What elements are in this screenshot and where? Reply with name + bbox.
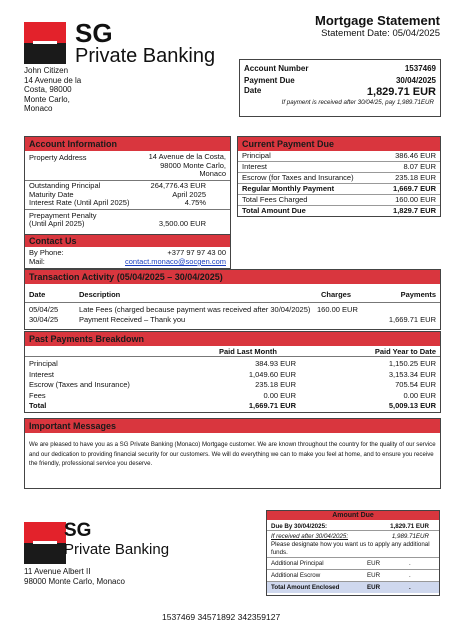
sg-logo-mark-footer	[24, 522, 66, 564]
past-payment-ytd: 1,150.25 EUR	[388, 359, 436, 368]
email-link[interactable]: contact.monaco@socgen.com	[125, 257, 226, 266]
bank-address: 11 Avenue Albert II 98000 Monte Carlo, Monaco	[24, 567, 125, 586]
additional-principal-currency: EUR	[367, 560, 381, 567]
transaction-row	[25, 315, 440, 325]
current-payment-row	[238, 162, 440, 173]
sg-logo-text: SG	[75, 18, 113, 48]
statement-date: Statement Date: 05/04/2025	[321, 28, 440, 39]
coupon-after-value: 1,989.71EUR	[391, 533, 429, 540]
past-payment-ytd: 5,009.13 EUR	[388, 401, 436, 410]
past-payments-heading: Past Payments Breakdown	[25, 332, 440, 346]
current-payment-label: Escrow (for Taxes and Insurance)	[242, 173, 354, 182]
past-payments-rows	[25, 357, 440, 412]
current-payment-row	[238, 151, 440, 162]
current-payment-value: 386.46 EUR	[395, 151, 436, 160]
transaction-row	[25, 305, 440, 315]
past-payment-row	[25, 359, 440, 370]
additional-escrow-input[interactable]: .	[409, 572, 411, 579]
payment-due-date: 30/04/2025	[395, 76, 436, 85]
payment-coupon	[266, 510, 440, 596]
past-payment-ytd: 3,153.34 EUR	[388, 369, 436, 379]
past-payment-ytd: 0.00 EUR	[403, 390, 436, 400]
coupon-designate: Please designate how you want us to apply any additional funds.	[267, 540, 439, 558]
additional-principal-input[interactable]: .	[409, 560, 411, 567]
col-payments: Payments	[400, 290, 436, 299]
current-payment-value: 235.18 EUR	[395, 173, 436, 182]
statement-title: Mortgage Statement	[315, 13, 440, 28]
summary-box	[239, 59, 441, 117]
transaction-description: Payment Received – Thank you	[79, 315, 186, 324]
additional-escrow-label: Additional Escrow	[271, 572, 321, 579]
current-payment-label: Total Amount Due	[242, 206, 306, 215]
amount-due: 1,829.71 EUR	[366, 86, 436, 98]
current-payment-label: Interest	[242, 162, 268, 171]
sg-logo-mark	[24, 22, 66, 64]
past-payment-row	[25, 380, 440, 391]
coupon-after-label: If received after 30/04/2025:	[271, 533, 349, 540]
transaction-payments: 1,669.71 EUR	[388, 315, 436, 324]
messages-box	[24, 418, 441, 489]
current-payment-box	[237, 136, 441, 217]
messages-heading: Important Messages	[25, 419, 440, 433]
total-enclosed-label: Total Amount Enclosed	[271, 584, 340, 591]
past-payment-row	[25, 370, 440, 381]
current-payment-label: Principal	[242, 151, 271, 160]
past-payment-row	[25, 391, 440, 402]
col-charges: Charges	[321, 290, 352, 299]
phone-number[interactable]: +377 97 97 43 00	[167, 248, 226, 257]
transaction-charges: 160.00 EUR	[317, 305, 358, 314]
transaction-date: 30/04/25	[29, 315, 59, 324]
current-payment-label: Total Fees Charged	[242, 195, 308, 204]
rate-value: 4.75%	[184, 198, 206, 207]
contact-box	[24, 234, 231, 269]
account-number: 1537469	[404, 64, 436, 73]
penalty-label: Prepayment Penalty	[29, 210, 97, 220]
account-info-box: Account Information Property Address 14 Avenue de la Costa, 98000 Monte Carlo, Monaco Outstanding Principal 264,776.43 EUR Maturity Date April 2025 Interest Rate (Until April 2025) 4.75% Prepayment Penalty (Until April 2025) 3,500.00 EUR	[24, 136, 231, 235]
past-payment-label: Interest	[29, 369, 55, 379]
transaction-rows	[25, 303, 440, 325]
current-payment-value: 1,669.7 EUR	[393, 184, 436, 193]
current-payment-row	[238, 173, 440, 184]
coupon-due-label: Due By 30/04/2025:	[271, 523, 328, 530]
total-enclosed-row	[267, 582, 439, 593]
col-paid-ytd: Paid Year to Date	[374, 347, 436, 356]
rate-label: Interest Rate (Until April 2025)	[29, 198, 130, 207]
current-payment-row	[238, 206, 440, 216]
current-payment-label: Regular Monthly Payment	[242, 184, 335, 193]
current-payment-value: 160.00 EUR	[395, 195, 436, 204]
penalty-value: 3,500.00 EUR	[158, 219, 206, 228]
property-label: Property Address	[29, 153, 87, 162]
transaction-date: 05/04/25	[29, 305, 59, 314]
past-payments-box	[24, 331, 441, 413]
past-payment-last-month: 0.00 EUR	[263, 390, 296, 400]
private-banking-text: Private Banking	[75, 45, 216, 67]
property-address: 14 Avenue de la Costa, 98000 Monte Carlo, Monaco	[148, 152, 226, 178]
col-description: Description	[79, 290, 121, 299]
current-payment-rows	[238, 151, 440, 216]
past-payment-last-month: 1,669.71 EUR	[248, 401, 296, 410]
current-payment-value: 8.07 EUR	[403, 162, 436, 171]
additional-escrow-currency: EUR	[367, 572, 381, 579]
past-payment-row	[25, 401, 440, 412]
transaction-heading: Transaction Activity (05/04/2025 – 30/04/2025)	[25, 270, 440, 284]
outstanding-label: Outstanding Principal	[29, 181, 101, 190]
past-payment-last-month: 1,049.60 EUR	[248, 369, 296, 379]
contact-heading: Contact Us	[25, 235, 230, 247]
past-payment-last-month: 235.18 EUR	[255, 380, 296, 389]
private-banking-text-footer: Private Banking	[64, 541, 170, 558]
date-label: Date	[244, 86, 262, 95]
transaction-description: Late Fees (charged because payment was received after 30/04/2025)	[79, 305, 311, 314]
outstanding-value: 264,776.43 EUR	[150, 181, 206, 190]
past-payment-label: Principal	[29, 359, 58, 368]
messages-body: We are pleased to have you as a SG Private Banking (Monaco) Mortgage customer. We are known throughout the country for the quality of our service and our dedication to providing financial security for our customers. We will do everything we can to make you feel at home, and to ensure you receive the friendly, professional service you deserve.	[29, 441, 436, 467]
account-info-heading: Account Information	[25, 137, 230, 151]
codeline: 1537469 34571892 342359127	[162, 612, 281, 622]
past-payment-last-month: 384.93 EUR	[255, 359, 296, 368]
coupon-due-value: 1,829.71 EUR	[390, 523, 429, 530]
customer-address: John Citizen 14 Avenue de la Costa, 98000 Monte Carlo, Monaco	[24, 66, 82, 114]
past-payment-label: Escrow (Taxes and Insurance)	[29, 380, 130, 389]
past-payment-label: Total	[29, 401, 47, 410]
phone-label: By Phone:	[29, 248, 64, 257]
mail-label: Mail:	[29, 257, 45, 266]
current-payment-row	[238, 184, 440, 195]
late-payment-note: If payment is received after 30/04/25, pay 1,989.71EUR	[281, 99, 434, 106]
col-paid-last-month: Paid Last Month	[219, 347, 277, 356]
coupon-heading: Amount Due	[267, 511, 439, 520]
col-date: Date	[29, 290, 46, 299]
past-payment-label: Fees	[29, 390, 46, 400]
total-enclosed-input[interactable]: .	[409, 584, 411, 591]
maturity-label: Maturity Date	[29, 189, 74, 199]
sg-logo-text-footer: SG	[64, 520, 92, 541]
current-payment-value: 1,829.7 EUR	[393, 206, 436, 215]
transaction-box	[24, 269, 441, 330]
maturity-value: April 2025	[172, 189, 206, 199]
current-payment-row	[238, 195, 440, 206]
current-payment-heading: Current Payment Due	[238, 137, 440, 151]
additional-principal-label: Additional Principal	[271, 560, 324, 567]
account-number-label: Account Number	[244, 64, 309, 73]
payment-due-label: Payment Due	[244, 76, 295, 85]
total-enclosed-currency: EUR	[367, 584, 381, 591]
past-payment-ytd: 705.54 EUR	[395, 380, 436, 389]
